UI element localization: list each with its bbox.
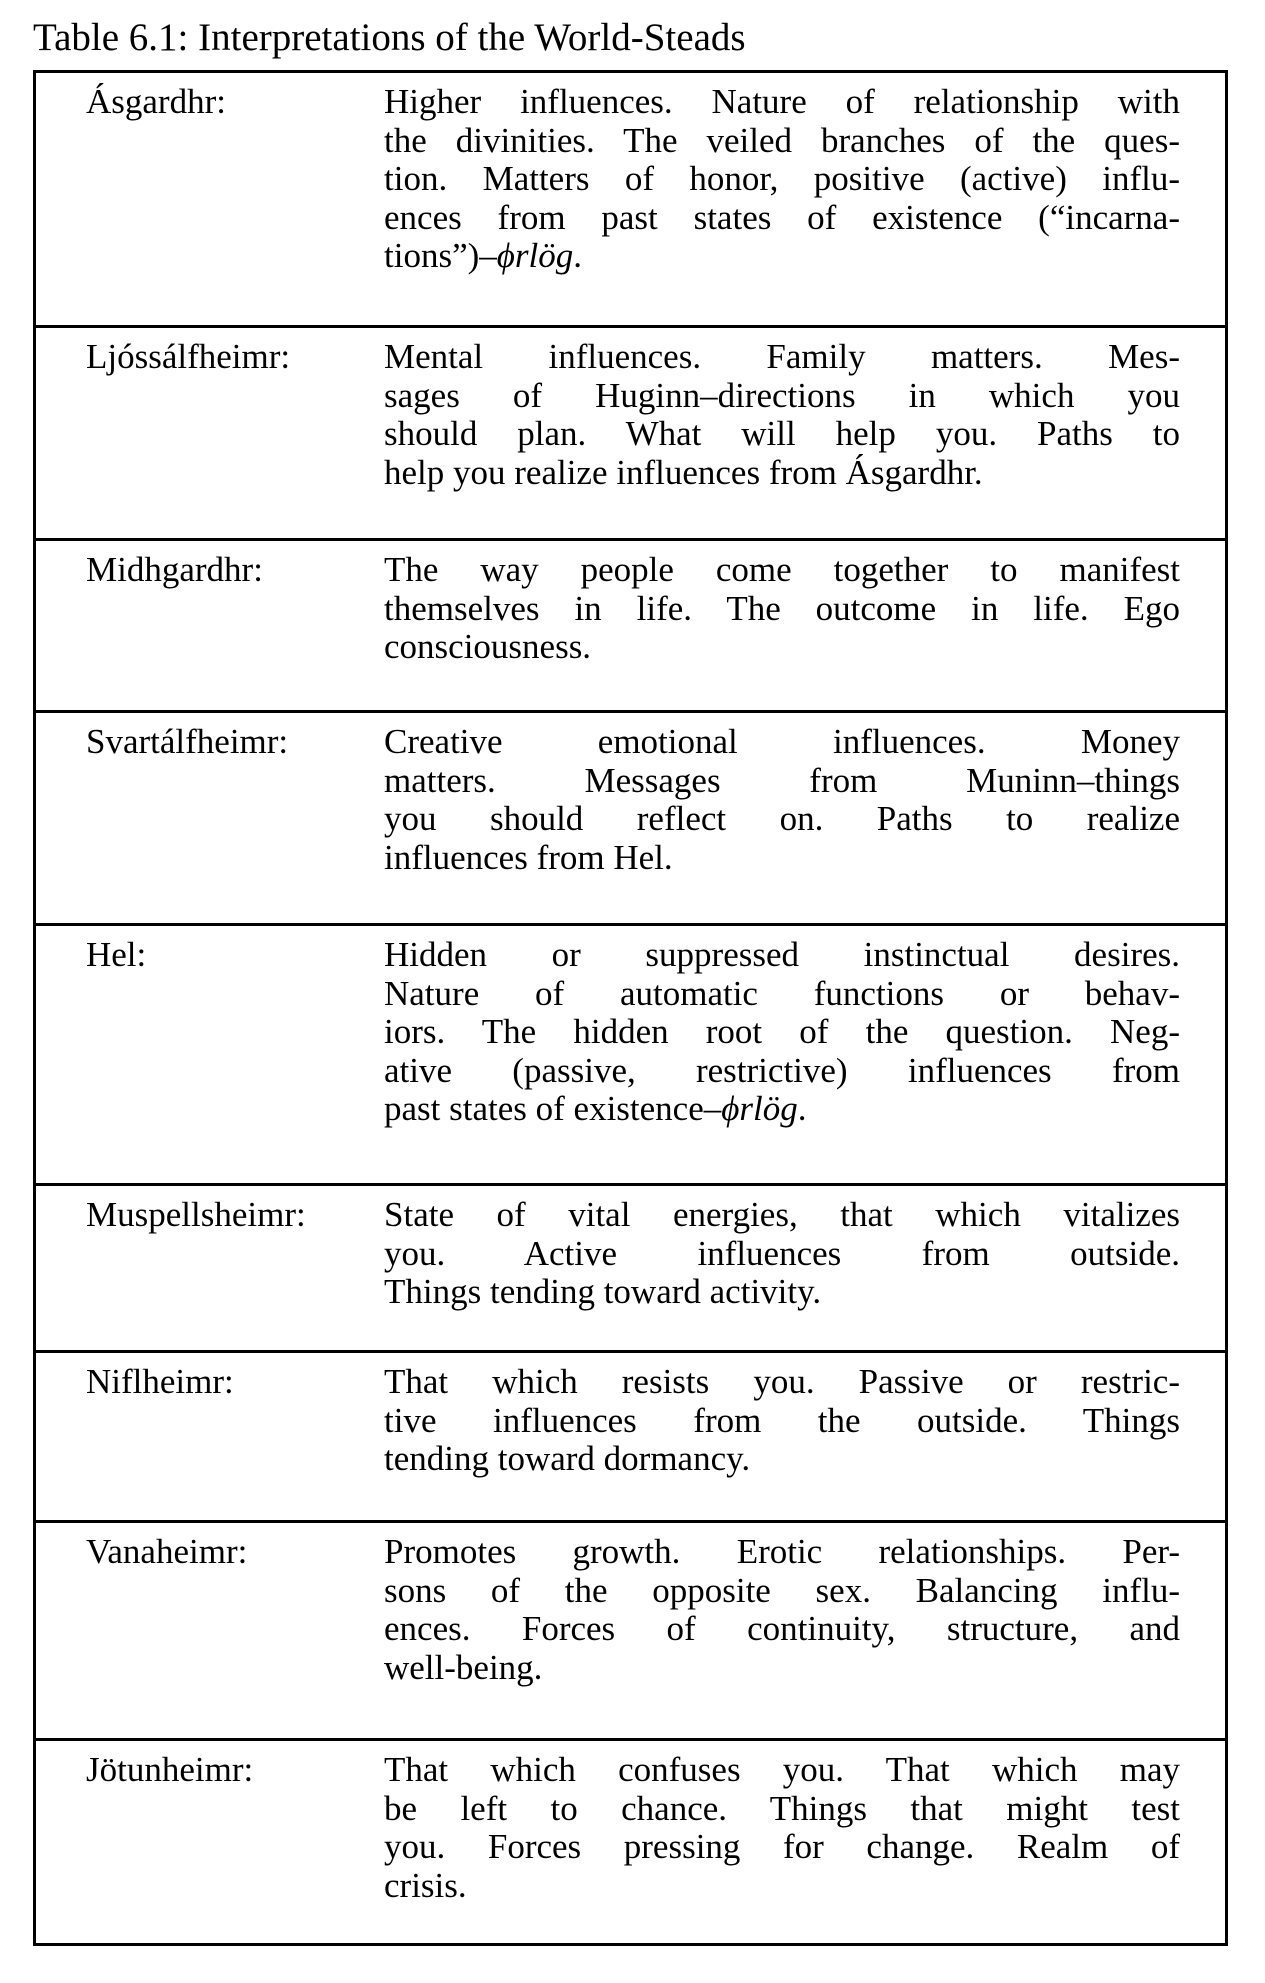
interpretation-line: should plan. What will help you. Paths to bbox=[384, 414, 1180, 453]
table-row bbox=[36, 1350, 1225, 1520]
table-row bbox=[36, 710, 1225, 923]
interpretation-line: be left to chance. Things that might test bbox=[384, 1788, 1180, 1828]
world-stead-name: Midhgardhr: bbox=[86, 550, 263, 589]
world-stead-interpretation bbox=[384, 1196, 1180, 1312]
interpretation-line: State of vital energies, that which vitalizes bbox=[384, 1195, 1180, 1234]
world-stead-interpretation bbox=[384, 1363, 1180, 1479]
table-row bbox=[36, 1183, 1225, 1350]
interpretation-line: The way people come together to manifest bbox=[384, 550, 1180, 589]
interpretation-line: matters. Messages from Muninn–things bbox=[384, 760, 1180, 800]
table-row bbox=[36, 538, 1225, 710]
interpretation-line: tending toward dormancy. bbox=[384, 1439, 751, 1478]
world-stead-interpretation bbox=[384, 723, 1180, 877]
world-stead-name: Svartálfheimr: bbox=[86, 722, 289, 761]
table-row bbox=[36, 73, 1225, 325]
interpretation-line: past states of existence–ϕrlög. bbox=[384, 1089, 807, 1128]
interpretation-line: well-being. bbox=[384, 1647, 543, 1687]
interpretation-line: influences from Hel. bbox=[384, 837, 673, 877]
interpretation-line: ences. Forces of continuity, structure, and bbox=[384, 1609, 1180, 1648]
interpretation-line: themselves in life. The outcome in life. Ego bbox=[384, 588, 1180, 628]
interpretation-line: you. Active influences from outside. bbox=[384, 1233, 1180, 1273]
interpretation-line: help you realize influences from Ásgardhr. bbox=[384, 452, 983, 492]
interpretation-line: the divinities. The veiled branches of the ques- bbox=[384, 120, 1180, 160]
table-row bbox=[36, 325, 1225, 538]
world-stead-name: Hel: bbox=[86, 935, 147, 974]
world-steads-table bbox=[33, 70, 1228, 1946]
world-stead-interpretation bbox=[384, 83, 1180, 276]
italic-term: ϕrlög bbox=[721, 1089, 798, 1128]
world-stead-name: Jötunheimr: bbox=[86, 1750, 254, 1789]
interpretation-line: tions”)–ϕrlög. bbox=[384, 236, 582, 275]
world-stead-name: Muspellsheimr: bbox=[86, 1195, 306, 1234]
interpretation-line: Nature of automatic functions or behav- bbox=[384, 973, 1180, 1013]
interpretation-line: iors. The hidden root of the question. Neg- bbox=[384, 1012, 1180, 1051]
interpretation-line: you. Forces pressing for change. Realm of bbox=[384, 1827, 1180, 1866]
interpretation-line: ative (passive, restrictive) influences from bbox=[384, 1050, 1180, 1090]
world-stead-interpretation bbox=[384, 338, 1180, 492]
interpretation-line: Things tending toward activity. bbox=[384, 1272, 822, 1311]
world-stead-name: Vanaheimr: bbox=[86, 1532, 248, 1571]
world-stead-interpretation bbox=[384, 936, 1180, 1129]
interpretation-line: Mental influences. Family matters. Mes- bbox=[384, 337, 1180, 376]
table-row bbox=[36, 923, 1225, 1183]
interpretation-line: Promotes growth. Erotic relationships. Per- bbox=[384, 1532, 1180, 1571]
interpretation-line: That which resists you. Passive or restric- bbox=[384, 1362, 1180, 1401]
world-stead-name: Ásgardhr: bbox=[86, 82, 226, 121]
world-stead-interpretation bbox=[384, 551, 1180, 667]
interpretation-line: crisis. bbox=[384, 1865, 467, 1905]
interpretation-line: Hidden or suppressed instinctual desires. bbox=[384, 935, 1180, 974]
table-caption: Table 6.1: Interpretations of the World-Steads bbox=[33, 16, 746, 59]
interpretation-line: tion. Matters of honor, positive (active) influ- bbox=[384, 159, 1180, 198]
interpretation-line: sages of Huginn–directions in which you bbox=[384, 375, 1180, 415]
interpretation-line: Higher influences. Nature of relationship with bbox=[384, 82, 1180, 121]
interpretation-line: sons of the opposite sex. Balancing influ- bbox=[384, 1570, 1180, 1610]
interpretation-line: tive influences from the outside. Things bbox=[384, 1400, 1180, 1440]
table-row bbox=[36, 1738, 1225, 1946]
world-stead-name: Niflheimr: bbox=[86, 1362, 234, 1401]
table-row bbox=[36, 1520, 1225, 1738]
interpretation-line: That which confuses you. That which may bbox=[384, 1750, 1180, 1789]
interpretation-line: consciousness. bbox=[384, 627, 592, 666]
world-stead-name: Ljóssálfheimr: bbox=[86, 337, 291, 376]
world-stead-interpretation bbox=[384, 1533, 1180, 1687]
italic-term: ϕrlög bbox=[496, 236, 574, 275]
interpretation-line: ences from past states of existence (“incarna- bbox=[384, 197, 1180, 237]
world-stead-interpretation bbox=[384, 1751, 1180, 1905]
interpretation-line: you should reflect on. Paths to realize bbox=[384, 799, 1180, 838]
interpretation-line: Creative emotional influences. Money bbox=[384, 722, 1180, 761]
